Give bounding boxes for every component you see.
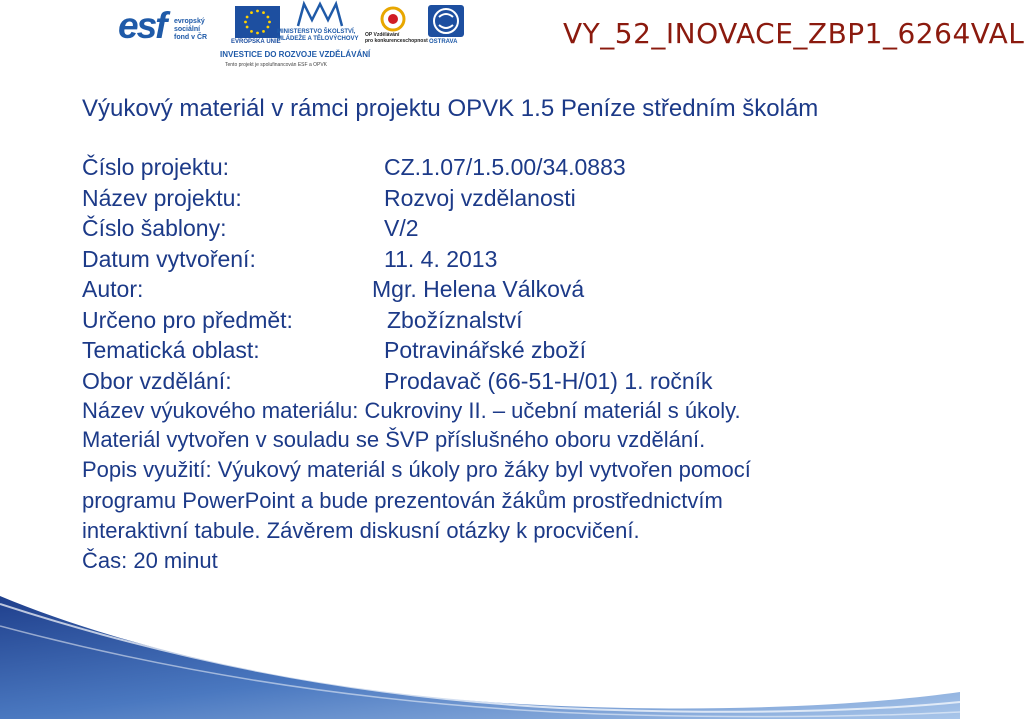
school-logo-icon [428,5,464,37]
curriculum-line: Materiál vytvořen v souladu se ŠVP příslušného oboru vzdělání. [82,427,706,452]
school-label: OSTRAVA [429,39,458,45]
eu-label: EVROPSKÁ UNIE [231,39,281,45]
investment-text: INVESTICE DO ROZVOJE VZDĚLÁVÁNÍ [220,50,371,59]
usage-line-1: Popis využití: Výukový materiál s úkoly pro žáky byl vytvořen pomocí [82,457,751,482]
investment-subtext: Tento projekt je spolufinancován ESF a OPVK [225,62,328,68]
usage-line-3: interaktivní tabule. Závěrem diskusní otázky k procvičení. [82,518,640,543]
esf-logo [118,4,230,48]
op-label: OP Vzdělávání pro konkurenceschopnost [365,32,428,44]
decorative-wave [0,596,960,719]
msmt-label: MINISTERSTVO ŠKOLSTVÍ, MLÁDEŽE A TĚLOVÝCHOVY [277,29,359,42]
material-name-line: Název výukového materiálu: Cukroviny II. – učební materiál s úkoly. [82,398,741,423]
esf-logo-text: evropský sociální fond v ČR [174,18,208,41]
document-code: VY_52_INOVACE_ZBP1_6264VAL [563,17,1024,50]
time-line: Čas: 20 minut [82,548,218,573]
usage-line-2: programu PowerPoint a bude prezentován žákům prostřednictvím [82,488,723,513]
page-title: Výukový materiál v rámci projektu OPVK 1.5 Peníze středním školám [82,95,819,122]
eu-flag-icon [235,6,280,38]
logo-strip [115,2,470,72]
esf-logo-mark: esf [118,5,166,46]
